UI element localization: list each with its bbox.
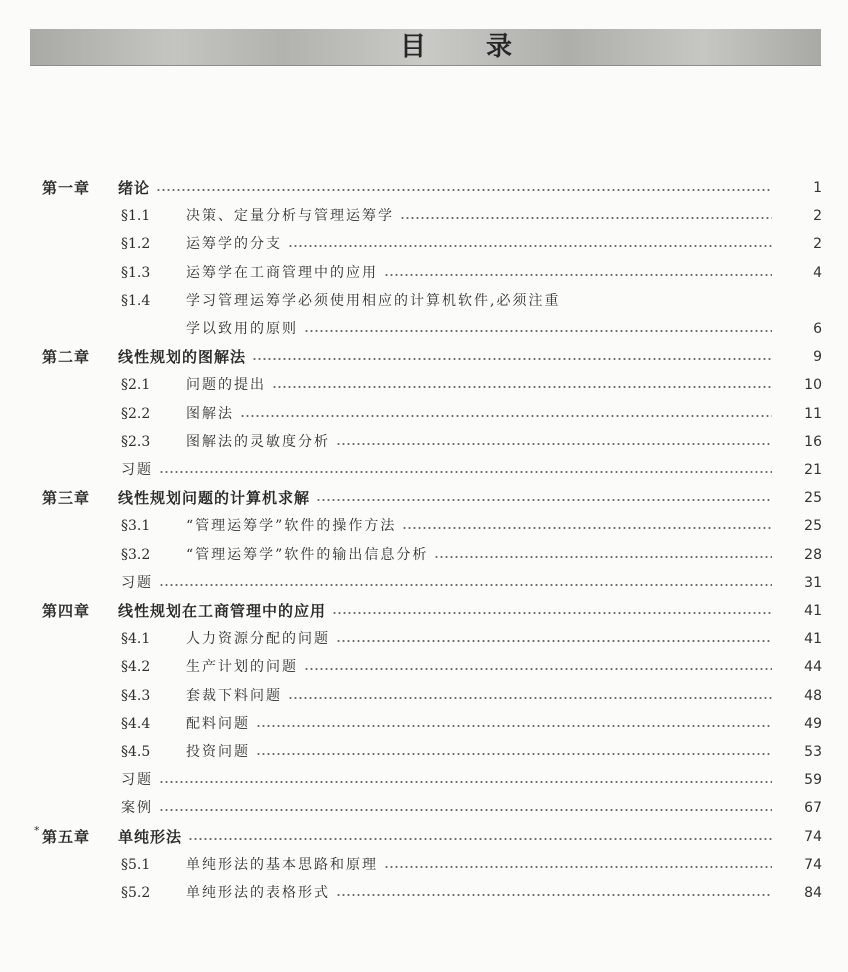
section-number: §3.2 <box>121 546 151 563</box>
page-number: 2 <box>813 208 822 225</box>
leader-dots <box>188 833 772 845</box>
section-number: §2.3 <box>121 433 151 450</box>
toc-title-char-2: 录 <box>486 32 513 62</box>
page-number: 67 <box>804 800 822 817</box>
leader-dots <box>256 720 772 732</box>
leader-dots <box>272 381 772 393</box>
section-title: “管理运筹学”软件的输出信息分析 <box>186 546 429 563</box>
chapter-number: 第四章 <box>42 602 91 620</box>
page-number: 84 <box>804 885 822 901</box>
section-number: §4.2 <box>121 659 151 676</box>
toc-section-row[interactable] <box>0 543 848 567</box>
page-number: 74 <box>804 856 822 873</box>
exercise-label: 习题 <box>121 574 153 591</box>
page-number: 41 <box>804 603 822 619</box>
section-number: §5.2 <box>121 885 151 901</box>
page-number: 4 <box>813 264 822 281</box>
page-number: 53 <box>804 744 822 760</box>
toc-entry-row[interactable] <box>0 796 848 820</box>
section-number: §4.1 <box>121 631 151 648</box>
chapter-title: 单纯形法 <box>118 827 183 846</box>
exercise-label: 习题 <box>121 462 153 478</box>
section-number: §4.5 <box>121 744 151 760</box>
section-title: 生产计划的问题 <box>186 659 298 676</box>
section-title: 单纯形法的基本思路和原理 <box>186 856 378 873</box>
toc-entry-row[interactable] <box>0 571 848 595</box>
leader-dots <box>252 353 772 365</box>
section-number: §1.4 <box>121 292 151 309</box>
toc-chapter-row[interactable] <box>0 486 848 510</box>
leader-dots <box>336 889 772 901</box>
section-number: §1.3 <box>121 264 151 281</box>
toc-entry-row[interactable] <box>0 768 848 792</box>
page-number: 25 <box>804 518 822 535</box>
leader-dots <box>332 607 772 619</box>
page-number: 6 <box>813 321 822 337</box>
page-number: 1 <box>813 180 822 196</box>
toc-section-row[interactable] <box>0 289 848 313</box>
leader-dots <box>336 438 772 450</box>
chapter-title: 线性规划问题的计算机求解 <box>118 489 311 508</box>
page-number: 48 <box>804 687 822 704</box>
toc-section-row[interactable] <box>0 402 848 426</box>
toc-section-row[interactable] <box>0 740 848 764</box>
section-title: 运筹学在工商管理中的应用 <box>186 264 378 281</box>
leader-dots <box>256 748 772 760</box>
leader-dots <box>304 663 772 675</box>
section-number: §3.1 <box>121 518 151 535</box>
page-number: 41 <box>804 631 822 648</box>
section-number: §2.1 <box>121 377 151 394</box>
toc-section-row[interactable] <box>0 232 848 256</box>
page-number: 21 <box>804 462 822 478</box>
exercise-label: 习题 <box>121 772 153 789</box>
chapter-number: 第五章 <box>42 827 91 846</box>
toc-section-row[interactable] <box>0 430 848 454</box>
leader-dots <box>159 466 772 478</box>
toc-entry-row[interactable] <box>0 458 848 482</box>
toc-section-row[interactable] <box>0 684 848 708</box>
chapter-title: 绪论 <box>118 179 151 197</box>
leader-dots <box>159 804 772 816</box>
page-number: 16 <box>804 433 822 450</box>
section-title: 人力资源分配的问题 <box>186 631 330 648</box>
page-number: 2 <box>813 236 822 253</box>
page-number: 31 <box>804 574 822 591</box>
toc-section-row[interactable] <box>0 373 848 397</box>
toc-section-row[interactable] <box>0 514 848 538</box>
toc-section-row[interactable] <box>0 204 848 228</box>
toc-section-row[interactable] <box>0 712 848 736</box>
leader-dots <box>384 269 772 281</box>
optional-marker: * <box>34 823 40 837</box>
section-title: 问题的提出 <box>186 377 266 394</box>
section-number: §2.2 <box>121 405 151 422</box>
page-number: 59 <box>804 772 822 789</box>
toc-chapter-row[interactable] <box>0 825 848 849</box>
toc-section-row[interactable] <box>0 627 848 651</box>
section-title: 学习管理运筹学必须使用相应的计算机软件,必须注重 <box>186 292 561 309</box>
case-label: 案例 <box>121 800 153 817</box>
leader-dots <box>384 861 772 873</box>
page-number: 44 <box>804 659 822 676</box>
section-title: 图解法 <box>186 405 234 422</box>
leader-dots <box>288 240 772 252</box>
toc-chapter-row[interactable] <box>0 345 848 369</box>
toc-section-row[interactable] <box>0 655 848 679</box>
leader-dots <box>159 579 772 591</box>
toc-section-row[interactable] <box>0 881 848 905</box>
toc-title-char-1: 目 <box>400 32 427 62</box>
leader-dots <box>400 212 772 224</box>
leader-dots <box>434 551 772 563</box>
chapter-title: 线性规划在工商管理中的应用 <box>118 602 327 620</box>
toc-section-row[interactable] <box>0 853 848 877</box>
section-number: §1.1 <box>121 208 151 225</box>
leader-dots <box>156 184 772 196</box>
leader-dots <box>159 776 772 788</box>
toc-chapter-row[interactable] <box>0 599 848 623</box>
section-title: 套裁下料问题 <box>186 687 282 704</box>
section-title: 运筹学的分支 <box>186 236 282 253</box>
chapter-number: 第二章 <box>42 348 91 367</box>
chapter-title: 线性规划的图解法 <box>118 348 247 367</box>
leader-dots <box>304 325 772 337</box>
section-title: 决策、定量分析与管理运筹学 <box>186 208 394 225</box>
toc-title-banner <box>30 29 821 66</box>
page-number: 28 <box>804 546 822 563</box>
leader-dots <box>240 410 772 422</box>
page-number: 11 <box>804 405 822 422</box>
page-number: 74 <box>804 828 822 845</box>
section-title-continuation: 学以致用的原则 <box>186 321 298 337</box>
page-number: 49 <box>804 715 822 732</box>
section-number: §1.2 <box>121 236 151 253</box>
toc-entry-row[interactable] <box>0 317 848 341</box>
leader-dots <box>316 494 772 506</box>
page-number: 10 <box>804 377 822 394</box>
chapter-number: 第三章 <box>42 489 91 508</box>
section-title: 投资问题 <box>186 744 250 760</box>
section-number: §4.3 <box>121 687 151 704</box>
section-title: 配料问题 <box>186 715 250 732</box>
leader-dots <box>288 692 772 704</box>
toc-chapter-row[interactable] <box>0 176 848 200</box>
page-number: 9 <box>813 349 822 366</box>
section-number: §5.1 <box>121 856 151 873</box>
section-title: 图解法的灵敏度分析 <box>186 433 330 450</box>
toc-section-row[interactable] <box>0 261 848 285</box>
chapter-number: 第一章 <box>42 179 91 197</box>
page-number: 25 <box>804 490 822 507</box>
leader-dots <box>336 635 772 647</box>
section-title: 单纯形法的表格形式 <box>186 885 330 901</box>
section-title: “管理运筹学”软件的操作方法 <box>186 518 397 535</box>
section-number: §4.4 <box>121 715 151 732</box>
leader-dots <box>402 522 772 534</box>
